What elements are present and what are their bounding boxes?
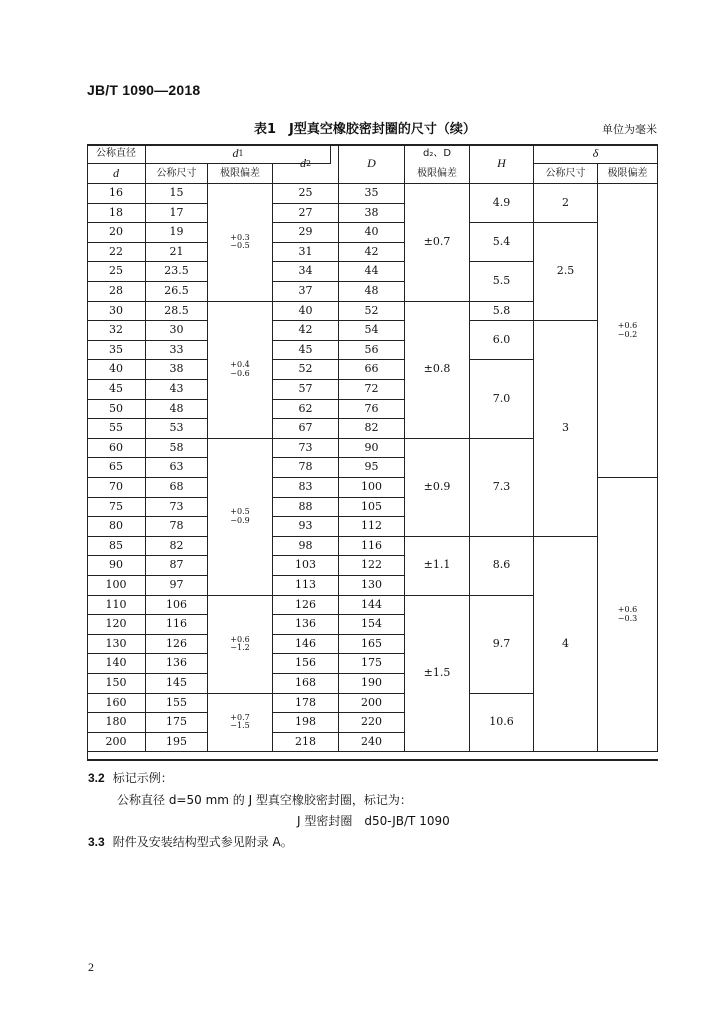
cell-D: 95 [339, 458, 405, 478]
cell-d2: 31 [273, 243, 339, 263]
cell-d2: 34 [273, 262, 339, 282]
cell-D: 112 [339, 517, 405, 537]
cell-d1-size: 175 [146, 713, 208, 733]
cell-H: 6.0 [470, 321, 534, 360]
cell-d2D-tolerance: ±1.5 [405, 596, 470, 753]
cell-delta-limit-dev [598, 184, 658, 478]
cell-delta-limit-dev-upper: +0.6 [617, 321, 638, 331]
cell-d2: 113 [273, 576, 339, 596]
cell-nominal-dia: 180 [87, 713, 146, 733]
cell-d2D-tolerance: ±0.7 [405, 184, 470, 302]
cell-d1-limit-dev [208, 694, 273, 753]
cell-d1-size: 155 [146, 694, 208, 714]
cell-d2: 57 [273, 380, 339, 400]
cell-D: 220 [339, 713, 405, 733]
section-3-2-title: 标记示例： [112, 771, 173, 785]
header-d2-symbol: d [299, 155, 306, 170]
cell-D: 38 [339, 204, 405, 224]
cell-nominal-dia: 35 [87, 341, 146, 361]
cell-delta-size: 2.5 [534, 223, 598, 321]
header-d1-nominal-size: 公称尺寸 [146, 164, 208, 184]
cell-d2: 146 [273, 635, 339, 655]
table-caption: 表1 J型真空橡胶密封圈的尺寸（续） [254, 122, 476, 137]
cell-D: 44 [339, 262, 405, 282]
section-3-2-example: 公称直径 d=50 mm 的 J 型真空橡胶密封圈，标记为： [117, 793, 412, 807]
header-delta: δ [534, 144, 658, 164]
cell-d1-size: 15 [146, 184, 208, 204]
cell-d1-size: 63 [146, 458, 208, 478]
section-3-2-heading [88, 769, 173, 786]
cell-D: 35 [339, 184, 405, 204]
cell-d1-size: 48 [146, 400, 208, 420]
cell-d2: 178 [273, 694, 339, 714]
cell-d1-limit-dev-upper: +0.6 [230, 634, 250, 644]
cell-D: 90 [339, 439, 405, 459]
cell-d2: 168 [273, 674, 339, 694]
cell-d1-limit-dev [208, 596, 273, 694]
header-d1-limit-dev: 极限偏差 [208, 164, 273, 184]
cell-D: 116 [339, 537, 405, 557]
cell-nominal-dia: 60 [87, 439, 146, 459]
cell-H: 5.4 [470, 223, 534, 262]
cell-nominal-dia: 20 [87, 223, 146, 243]
cell-d1-size: 19 [146, 223, 208, 243]
cell-nominal-dia: 80 [87, 517, 146, 537]
cell-D: 200 [339, 694, 405, 714]
header-d2D-tol-top: d₂、D [405, 144, 470, 164]
cell-d2: 88 [273, 498, 339, 518]
cell-d2D-tolerance: ±0.9 [405, 439, 470, 537]
section-3-3-number: 3.3 [88, 835, 105, 849]
cell-d1-limit-dev [208, 302, 273, 439]
cell-d1-limit-dev [208, 184, 273, 302]
cell-nominal-dia: 18 [87, 204, 146, 224]
header-d2 [273, 144, 339, 184]
cell-d2: 62 [273, 400, 339, 420]
dimension-table [87, 144, 658, 761]
cell-d2: 42 [273, 321, 339, 341]
cell-d1-size: 30 [146, 321, 208, 341]
standard-number: JB/T 1090—2018 [87, 82, 201, 98]
cell-d1-size: 126 [146, 635, 208, 655]
cell-delta-limit-dev [598, 478, 658, 752]
cell-nominal-dia: 25 [87, 262, 146, 282]
section-3-2-marking: J 型密封圈 d50-JB/T 1090 [297, 814, 450, 828]
cell-nominal-dia: 70 [87, 478, 146, 498]
header-d2D-tol-bottom: 极限偏差 [405, 164, 470, 184]
cell-nominal-dia: 65 [87, 458, 146, 478]
cell-H: 5.5 [470, 262, 534, 301]
cell-delta-limit-dev-lower: −0.2 [617, 329, 638, 339]
page-number: 2 [88, 960, 94, 974]
cell-nominal-dia: 28 [87, 282, 146, 302]
cell-d2D-tolerance: ±1.1 [405, 537, 470, 596]
cell-delta-limit-dev-lower: −0.3 [617, 613, 638, 623]
header-nominal-dia: 公称直径 [87, 144, 146, 164]
cell-H: 7.3 [470, 439, 534, 537]
cell-nominal-dia: 50 [87, 400, 146, 420]
cell-nominal-dia: 16 [87, 184, 146, 204]
header-d2-sub: 2 [305, 158, 312, 168]
cell-d1-size: 68 [146, 478, 208, 498]
cell-d1-limit-dev-lower: −0.6 [230, 368, 250, 378]
cell-d1-limit-dev-upper: +0.3 [230, 232, 250, 242]
section-3-3-text: 附件及安装结构型式参见附录 A。 [112, 835, 293, 849]
cell-H: 7.0 [470, 360, 534, 438]
cell-D: 56 [339, 341, 405, 361]
cell-d2D-tolerance: ±0.8 [405, 302, 470, 439]
cell-d1-size: 43 [146, 380, 208, 400]
section-3-3 [88, 833, 293, 850]
cell-D: 72 [339, 380, 405, 400]
cell-d1-limit-dev-upper: +0.5 [230, 507, 250, 517]
cell-d2: 198 [273, 713, 339, 733]
cell-d1-size: 38 [146, 360, 208, 380]
cell-D: 82 [339, 419, 405, 439]
table-unit: 单位为毫米 [602, 123, 657, 136]
cell-d2: 67 [273, 419, 339, 439]
cell-d1-size: 116 [146, 615, 208, 635]
header-H: H [470, 144, 534, 184]
cell-delta-limit-dev-upper: +0.6 [617, 605, 638, 615]
cell-d1-limit-dev-lower: −1.2 [230, 643, 250, 653]
cell-H: 5.8 [470, 302, 534, 322]
header-delta-nominal-size: 公称尺寸 [534, 164, 598, 184]
cell-delta-size: 2 [534, 184, 598, 223]
header-delta-limit-dev: 极限偏差 [598, 164, 658, 184]
cell-d2: 78 [273, 458, 339, 478]
cell-d1-size: 26.5 [146, 282, 208, 302]
cell-nominal-dia: 30 [87, 302, 146, 322]
cell-d1-limit-dev-lower: −0.9 [230, 515, 250, 525]
cell-d1-size: 145 [146, 674, 208, 694]
cell-d2: 136 [273, 615, 339, 635]
cell-d2: 27 [273, 204, 339, 224]
cell-nominal-dia: 150 [87, 674, 146, 694]
cell-D: 190 [339, 674, 405, 694]
cell-d1-size: 82 [146, 537, 208, 557]
cell-D: 122 [339, 556, 405, 576]
cell-d2: 29 [273, 223, 339, 243]
header-D: D [339, 144, 405, 184]
cell-nominal-dia: 85 [87, 537, 146, 557]
cell-nominal-dia: 140 [87, 654, 146, 674]
cell-H: 4.9 [470, 184, 534, 223]
cell-nominal-dia: 110 [87, 596, 146, 616]
cell-D: 40 [339, 223, 405, 243]
cell-D: 175 [339, 654, 405, 674]
cell-nominal-dia: 130 [87, 635, 146, 655]
cell-d1-size: 33 [146, 341, 208, 361]
cell-D: 165 [339, 635, 405, 655]
cell-nominal-dia: 32 [87, 321, 146, 341]
cell-H: 10.6 [470, 694, 534, 753]
cell-d1-limit-dev [208, 439, 273, 596]
cell-d1-size: 73 [146, 498, 208, 518]
cell-D: 130 [339, 576, 405, 596]
header-d1-symbol: d [232, 145, 239, 160]
cell-nominal-dia: 200 [87, 733, 146, 753]
cell-H: 9.7 [470, 596, 534, 694]
cell-d1-size: 53 [146, 419, 208, 439]
cell-d1-size: 106 [146, 596, 208, 616]
header-d1-sub: 1 [238, 148, 244, 158]
cell-d2: 52 [273, 360, 339, 380]
cell-d2: 156 [273, 654, 339, 674]
cell-d2: 103 [273, 556, 339, 576]
cell-nominal-dia: 45 [87, 380, 146, 400]
cell-nominal-dia: 40 [87, 360, 146, 380]
cell-d2: 25 [273, 184, 339, 204]
cell-d2: 40 [273, 302, 339, 322]
cell-d1-size: 136 [146, 654, 208, 674]
cell-d1-limit-dev-lower: −0.5 [230, 241, 250, 251]
cell-d1-size: 21 [146, 243, 208, 263]
cell-d1-limit-dev-lower: −1.5 [230, 721, 250, 731]
section-3-2-number: 3.2 [88, 771, 105, 785]
cell-nominal-dia: 160 [87, 694, 146, 714]
cell-d2: 83 [273, 478, 339, 498]
cell-d2: 218 [273, 733, 339, 753]
cell-nominal-dia: 55 [87, 419, 146, 439]
cell-D: 100 [339, 478, 405, 498]
cell-D: 48 [339, 282, 405, 302]
cell-nominal-dia: 90 [87, 556, 146, 576]
cell-nominal-dia: 100 [87, 576, 146, 596]
cell-D: 154 [339, 615, 405, 635]
cell-d1-limit-dev-upper: +0.7 [230, 713, 250, 723]
cell-d1-size: 17 [146, 204, 208, 224]
cell-delta-size: 3 [534, 321, 598, 537]
cell-d1-size: 97 [146, 576, 208, 596]
cell-D: 144 [339, 596, 405, 616]
cell-delta-size: 4 [534, 537, 598, 753]
cell-d1-limit-dev-upper: +0.4 [230, 360, 250, 370]
cell-d1-size: 195 [146, 733, 208, 753]
cell-d2: 73 [273, 439, 339, 459]
cell-nominal-dia: 22 [87, 243, 146, 263]
cell-d1-size: 87 [146, 556, 208, 576]
cell-d1-size: 23.5 [146, 262, 208, 282]
cell-H: 8.6 [470, 537, 534, 596]
cell-D: 66 [339, 360, 405, 380]
cell-d2: 45 [273, 341, 339, 361]
cell-nominal-dia: 75 [87, 498, 146, 518]
cell-D: 105 [339, 498, 405, 518]
cell-d2: 98 [273, 537, 339, 557]
cell-D: 76 [339, 400, 405, 420]
cell-d1-size: 78 [146, 517, 208, 537]
cell-d2: 37 [273, 282, 339, 302]
cell-D: 52 [339, 302, 405, 322]
header-d: d [87, 164, 146, 184]
cell-d2: 126 [273, 596, 339, 616]
cell-D: 42 [339, 243, 405, 263]
cell-D: 54 [339, 321, 405, 341]
cell-d1-size: 28.5 [146, 302, 208, 322]
cell-d2: 93 [273, 517, 339, 537]
cell-d1-size: 58 [146, 439, 208, 459]
cell-D: 240 [339, 733, 405, 753]
cell-nominal-dia: 120 [87, 615, 146, 635]
